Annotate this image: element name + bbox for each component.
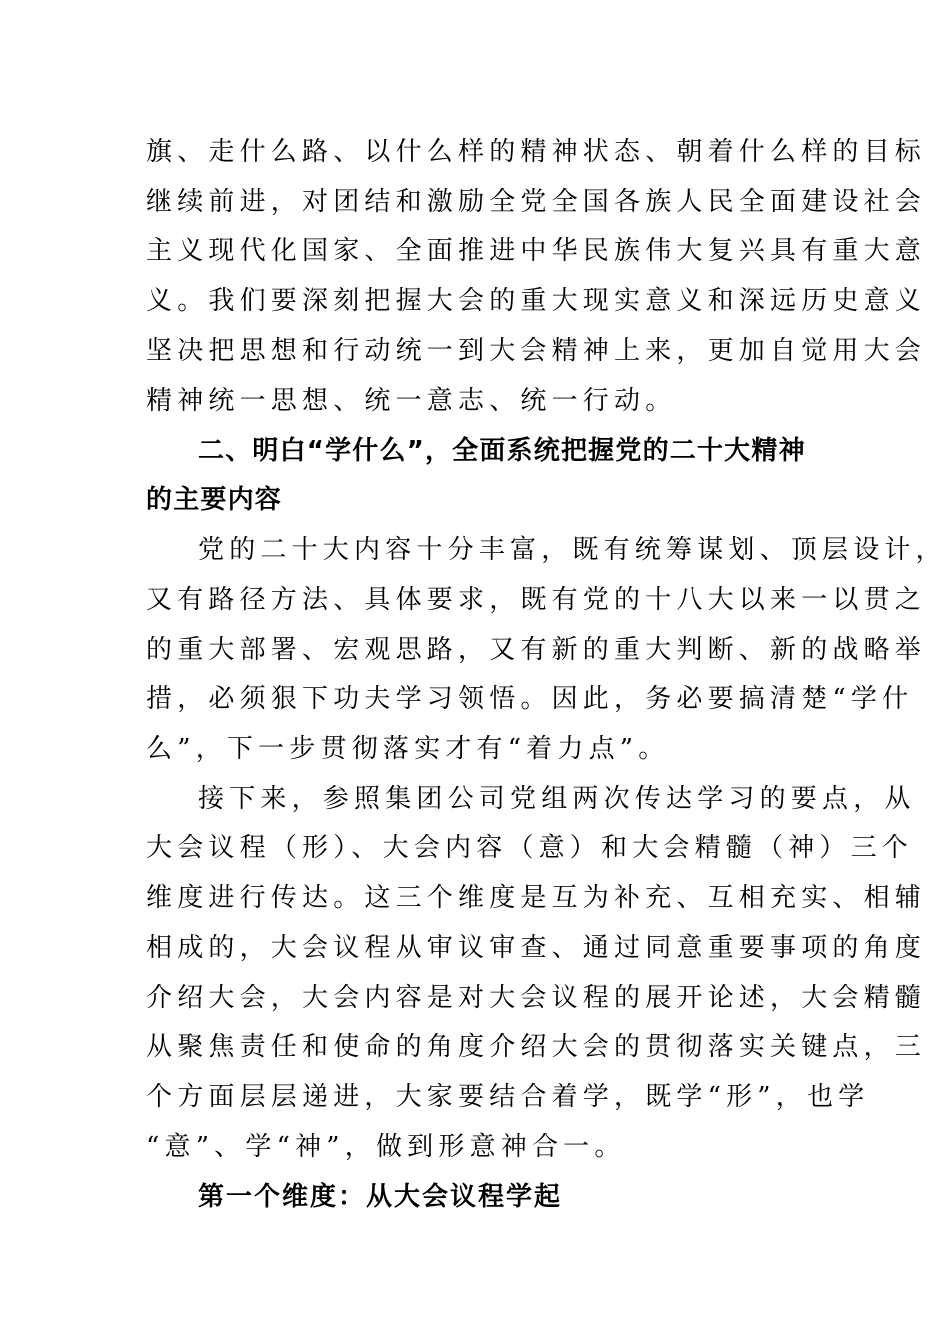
section-heading-line: 的主要内容	[146, 485, 283, 515]
text-line: 相成的，大会议程从审议审查、通过同意重要事项的角度	[146, 933, 927, 963]
text-line: 维度进行传达。这三个维度是互为补充、互相充实、相辅	[146, 883, 927, 913]
subheading: 第一个维度：从大会议程学起	[198, 1182, 563, 1212]
text-line: 又有路径方法、具体要求，既有党的十八大以来一以贯之	[146, 585, 927, 615]
text-line: 坚决把思想和行动统一到大会精神上来，更加自觉用大会	[146, 336, 927, 366]
text-line: 接下来，参照集团公司党组两次传达学习的要点，从	[198, 784, 916, 814]
text-line: 党的二十大内容十分丰富，既有统筹谋划、顶层设计，	[198, 535, 947, 565]
text-line: 义。我们要深刻把握大会的重大现实意义和深远历史意义	[146, 286, 927, 316]
text-line: 继续前进，对团结和激励全党全国各族人民全面建设社会	[146, 187, 927, 217]
text-line: 主义现代化国家、全面推进中华民族伟大复兴具有重大意	[146, 236, 927, 266]
section-heading-line: 二、明白“学什么”，全面系统把握党的二十大精神	[198, 436, 806, 466]
text-line: 大会议程（形）、大会内容（意）和大会精髓（神）三个	[146, 833, 914, 863]
text-line: 旗、走什么路、以什么样的精神状态、朝着什么样的目标	[146, 137, 927, 167]
text-line: 措，必须狠下功夫学习领悟。因此，务必要搞清楚“学什	[146, 684, 914, 714]
text-line: 介绍大会，大会内容是对大会议程的展开论述，大会精髓	[146, 983, 927, 1013]
text-line: 从聚焦责任和使命的角度介绍大会的贯彻落实关键点，三	[146, 1032, 927, 1062]
text-line: 么”，下一步贯彻落实才有“着力点”。	[146, 734, 670, 764]
text-line: 精神统一思想、统一意志、统一行动。	[146, 386, 677, 416]
text-line: 的重大部署、宏观思路，又有新的重大判断、新的战略举	[146, 635, 927, 665]
text-line: 个方面层层递进，大家要结合着学，既学“形”，也学	[146, 1082, 870, 1112]
text-line: “意”、学“神”，做到形意神合一。	[146, 1132, 626, 1162]
